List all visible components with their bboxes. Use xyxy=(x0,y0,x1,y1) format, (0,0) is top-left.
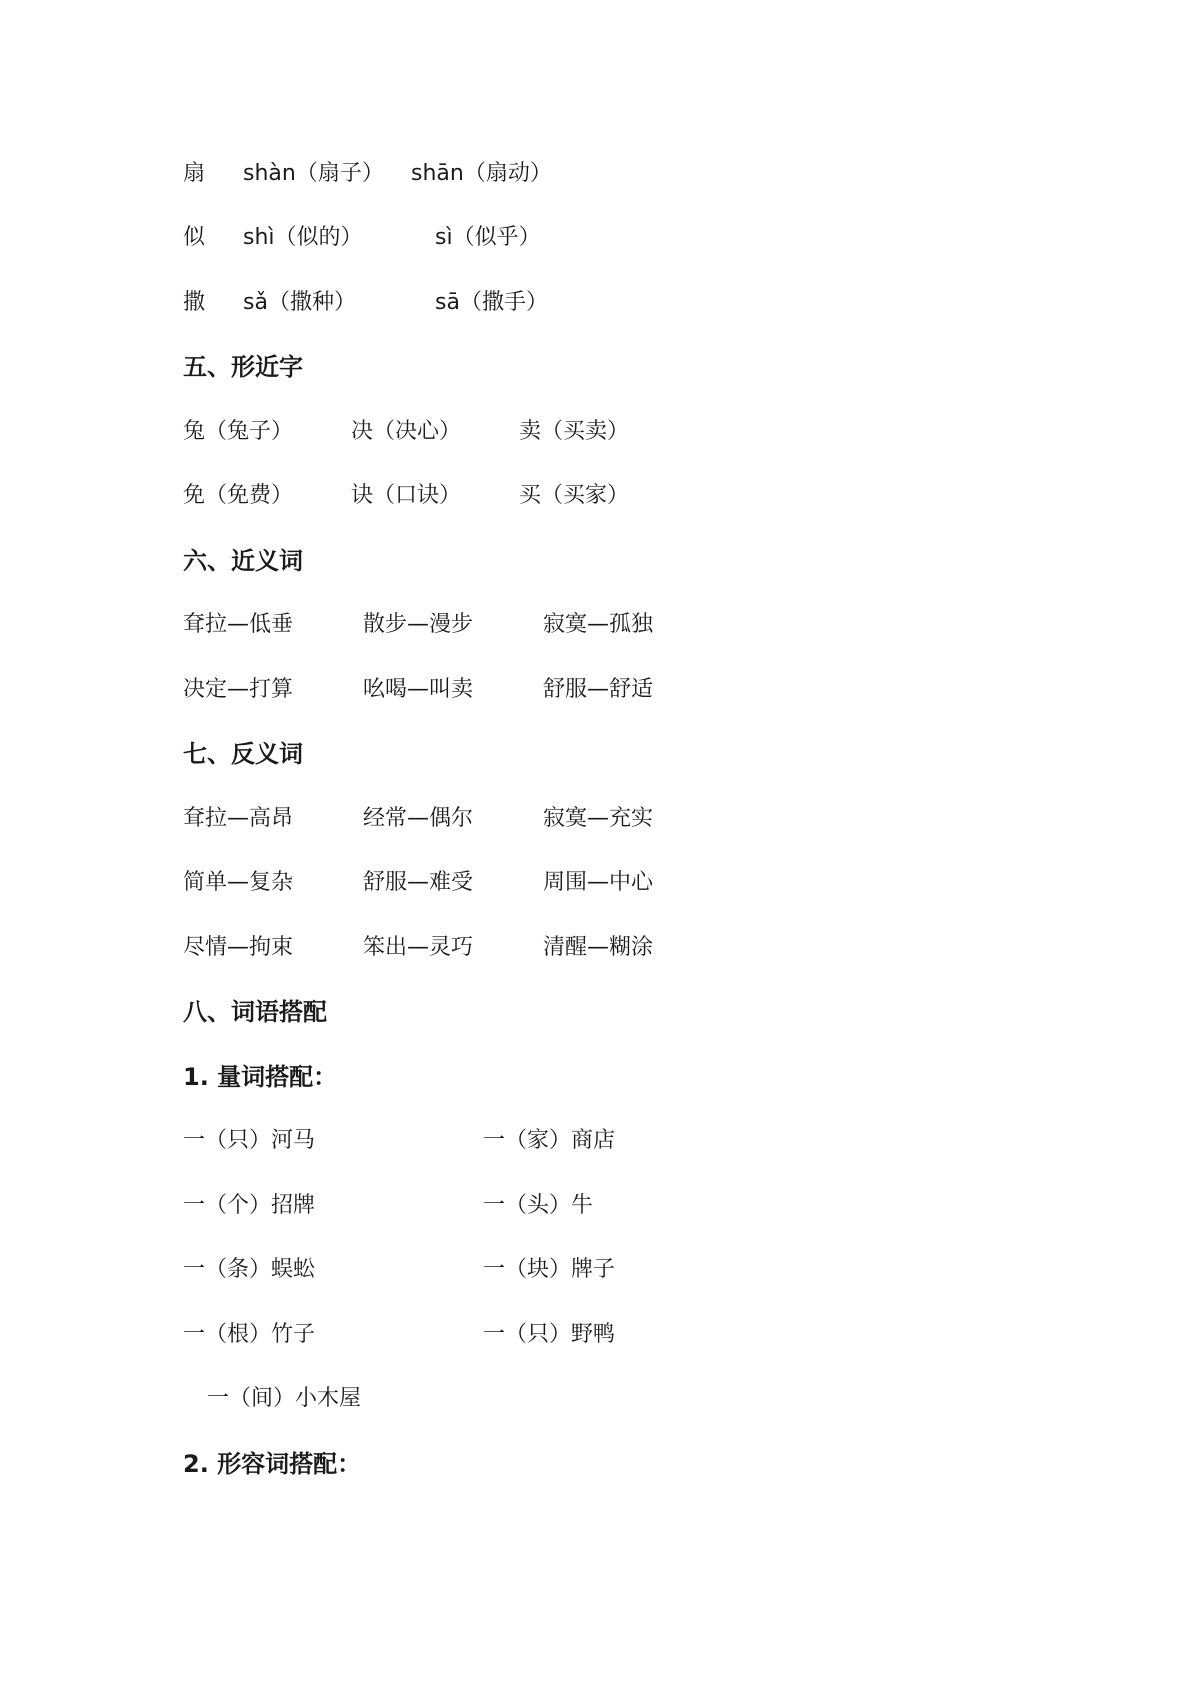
measure-word-item: 一（条）蜈蚣 xyxy=(183,1257,316,1282)
antonym-pair: 舒服—难受 xyxy=(363,870,474,895)
measure-word-item: 一（块）牌子 xyxy=(483,1257,616,1282)
polyphone-reading-a: shì（似的） xyxy=(243,225,363,250)
measure-word-item: 一（家）商店 xyxy=(483,1128,616,1153)
measure-word-item-extra: 一（间）小木屋 xyxy=(207,1386,362,1411)
similar-char-item: 决（决心） xyxy=(351,419,462,444)
similar-char-item: 买（买家） xyxy=(519,483,630,508)
similar-char-item: 免（免费） xyxy=(183,483,294,508)
section-heading-similar-chars: 五、形近字 xyxy=(183,353,303,381)
synonym-pair: 寂寞—孤独 xyxy=(543,612,654,637)
polyphone-reading-a: shàn（扇子） xyxy=(243,161,384,186)
section-heading-antonyms: 七、反义词 xyxy=(183,740,303,768)
subheading-measure-words: 1. 量词搭配： xyxy=(183,1063,338,1091)
measure-word-item: 一（只）野鸭 xyxy=(483,1322,616,1347)
measure-word-item: 一（根）竹子 xyxy=(183,1322,316,1347)
synonym-pair: 决定—打算 xyxy=(183,677,294,702)
similar-char-item: 卖（买卖） xyxy=(519,419,630,444)
antonym-pair: 清醒—糊涂 xyxy=(543,935,654,960)
synonym-pair: 舒服—舒适 xyxy=(543,677,654,702)
synonym-pair: 耷拉—低垂 xyxy=(183,612,294,637)
antonym-pair: 寂寞—充实 xyxy=(543,806,654,831)
measure-word-item: 一（头）牛 xyxy=(483,1193,594,1218)
antonym-pair: 尽情—拘束 xyxy=(183,935,294,960)
polyphone-reading-b: shān（扇动） xyxy=(411,161,552,186)
section-heading-collocations: 八、词语搭配 xyxy=(183,998,327,1026)
antonym-pair: 耷拉—高昂 xyxy=(183,806,294,831)
measure-word-item: 一（个）招牌 xyxy=(183,1193,316,1218)
subheading-adjective-collocations: 2. 形容词搭配： xyxy=(183,1450,362,1478)
polyphone-char: 似 xyxy=(183,225,206,250)
measure-word-item: 一（只）河马 xyxy=(183,1128,316,1153)
synonym-pair: 散步—漫步 xyxy=(363,612,474,637)
polyphone-reading-a: sǎ（撒种） xyxy=(243,290,356,315)
synonym-pair: 吆喝—叫卖 xyxy=(363,677,474,702)
polyphone-reading-b: sì（似乎） xyxy=(435,225,541,250)
antonym-pair: 笨出—灵巧 xyxy=(363,935,474,960)
section-heading-synonyms: 六、近义词 xyxy=(183,547,303,575)
polyphone-char: 扇 xyxy=(183,161,206,186)
polyphone-char: 撒 xyxy=(183,290,206,315)
antonym-pair: 简单—复杂 xyxy=(183,870,294,895)
similar-char-item: 兔（兔子） xyxy=(183,419,294,444)
antonym-pair: 经常—偶尔 xyxy=(363,806,474,831)
similar-char-item: 诀（口诀） xyxy=(351,483,462,508)
antonym-pair: 周围—中心 xyxy=(543,870,654,895)
polyphone-reading-b: sā（撒手） xyxy=(435,290,548,315)
